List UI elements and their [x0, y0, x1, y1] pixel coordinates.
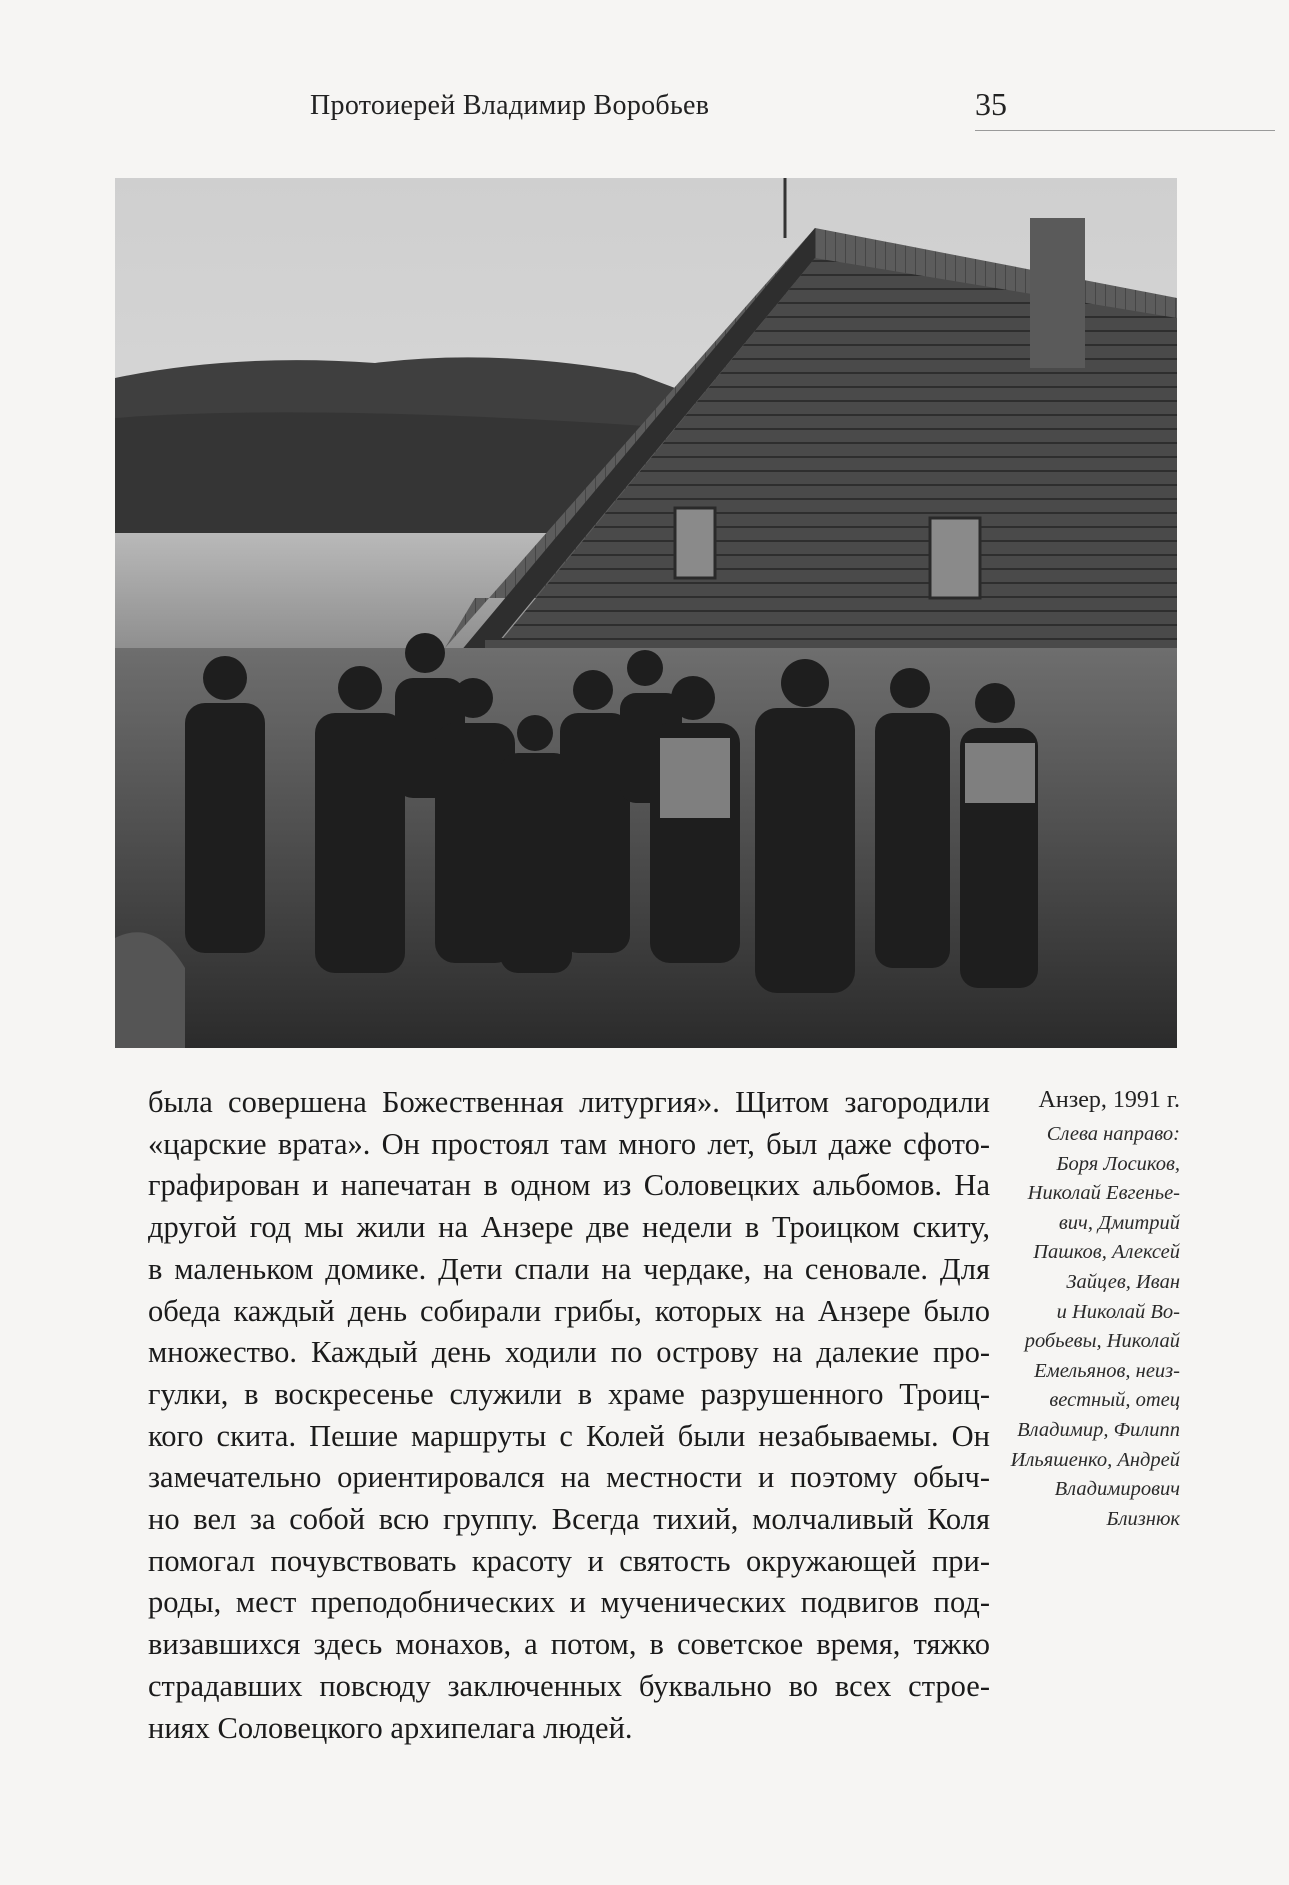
photo-caption — [1000, 1084, 1180, 1534]
body-line: роды, мест преподобнических и мученических подвигов под- — [148, 1585, 990, 1620]
body-line: помогал почувствовать красоту и святость окружающей при- — [148, 1543, 990, 1578]
caption-line: и Николай Во- — [1056, 1300, 1180, 1323]
window — [930, 518, 980, 598]
body-line: кого скита. Пешие маршруты с Колей были незабываемы. Он — [148, 1418, 990, 1453]
caption-names — [1000, 1120, 1180, 1534]
caption-line: вич, Дмитрий — [1058, 1211, 1180, 1234]
chimney — [1030, 218, 1085, 368]
caption-line: Зайцев, Иван — [1066, 1270, 1180, 1293]
body-line: страдавших повсюду заключенных буквально во всех строе- — [148, 1668, 990, 1703]
body-paragraph — [148, 1082, 990, 1749]
photo-illustration — [115, 178, 1177, 1048]
caption-line: Пашков, Алексей — [1033, 1241, 1180, 1264]
body-line: была совершена Божественная литургия». Щитом загородили — [148, 1085, 990, 1119]
caption-line: Слева направо: — [1046, 1123, 1180, 1145]
body-line: но вел за собой всю группу. Всегда тихий, молчаливый Коля — [148, 1502, 990, 1537]
body-line: в маленьком домике. Дети спали на чердаке, на сеновале. Для — [148, 1251, 990, 1286]
caption-line: Владимир, Филипп — [1017, 1418, 1180, 1441]
window — [675, 508, 715, 578]
body-line: другой год мы жили на Анзере две недели в Троицком скиту, — [148, 1210, 990, 1245]
caption-title: Анзер, 1991 г. — [1038, 1087, 1180, 1113]
caption-line: Ильяшенко, Андрей — [1010, 1448, 1180, 1471]
body-line: графирован и напечатан в одном из Соловецких альбомов. На — [148, 1168, 990, 1203]
caption-line: Близнюк — [1106, 1507, 1180, 1530]
caption-line: Емельянов, неиз- — [1034, 1359, 1180, 1382]
body-line: обеда каждый день собирали грибы, которых на Анзере было — [148, 1293, 990, 1328]
caption-line: робьевы, Николай — [1024, 1330, 1180, 1353]
header-rule — [975, 130, 1275, 131]
running-head: Протоиерей Владимир Воробьев — [310, 90, 710, 121]
caption-line: Владимирович — [1054, 1478, 1180, 1501]
body-line: «царские врата». Он простоял там много лет, был даже сфото- — [148, 1126, 990, 1161]
caption-line: Боря Лосиков, — [1056, 1152, 1180, 1175]
group-photograph — [115, 178, 1177, 1048]
caption-line: вестный, отец — [1049, 1389, 1180, 1412]
page-number: 35 — [975, 86, 1007, 122]
body-line: замечательно ориентировался на местности и поэтому обыч- — [148, 1460, 990, 1495]
caption-line: Николай Евгенье- — [1027, 1182, 1180, 1205]
body-line: визавшихся здесь монахов, а потом, в советское время, тяжко — [148, 1627, 990, 1662]
body-line: множество. Каждый день ходили по острову на далекие про- — [148, 1335, 990, 1370]
body-line: гулки, в воскресенье служили в храме разрушенного Троиц- — [148, 1376, 990, 1411]
body-line: ниях Соловецкого архипелага людей. — [148, 1710, 633, 1745]
